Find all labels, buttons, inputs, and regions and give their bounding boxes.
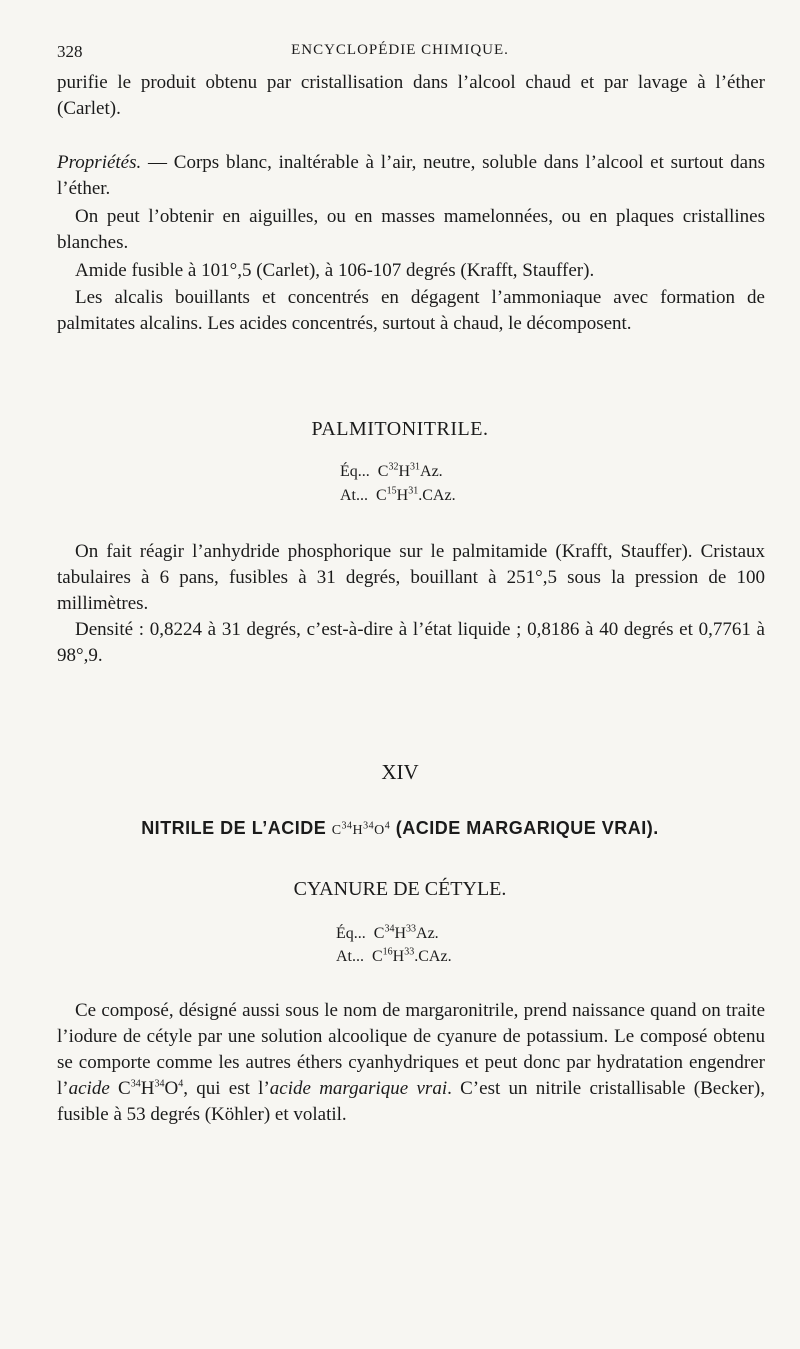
page-number: 328 xyxy=(57,42,83,61)
palmitonitrile-at-formula: At... $C^{15}H^{31}.CAz$. xyxy=(340,485,456,504)
palmitonitrile-eq-formula: Éq... $C^{32}H^{31}Az$. xyxy=(340,461,443,480)
intro-paragraph: purifie le produit obtenu par cristallisation dans l’alcool chaud et par lavage à l’éther (Carlet). xyxy=(57,72,765,119)
density-paragraph: Densité : 0,8224 à 31 degrés, c’est-à-dire à l’état liquide ; 0,8186 à 40 degrés et 0,7761 à 98°,9. xyxy=(57,619,765,666)
properties-paragraph xyxy=(57,150,765,202)
cyanure-acide: acide xyxy=(68,1078,110,1099)
needles-paragraph: On peut l’obtenir en aiguilles, ou en masses mamelonnées, ou en plaques cristallines blanches. xyxy=(57,206,765,253)
alkali-paragraph: Les alcalis bouillants et concentrés en dégagent l’ammoniaque avec formation de palmitates alcalins. Les acides concentrés, surtout à chaud, le décomposent. xyxy=(57,287,765,334)
cyanure-paragraph: Ce composé, désigné aussi sous le nom de margaronitrile, prend naissance quand on traite l’iodure de cétyle par une solution alcoolique de cyanure de potassium. Le composé obtenu se comporte comme les autres éthers cyanhydriques et peut donc par hydratation engendrer l’acide $C^{34}H^{34}O^4$, qui est l’acide margarique vrai. C’est un nitrile cristallisable (Becker), fusible à 53 degrés (Köhler) et volatil. xyxy=(57,1000,765,1125)
eq-label: Éq... xyxy=(336,925,366,942)
section-number: XIV xyxy=(381,760,419,784)
cyanure-at-formula: At... $C^{16}H^{33}.CAz$. xyxy=(336,946,452,965)
properties-label: Propriétés. xyxy=(57,152,142,173)
section-title xyxy=(0,818,800,839)
cyanure-eq-formula: Éq... $C^{34}H^{33}Az$. xyxy=(336,923,439,942)
at-label: At... xyxy=(340,487,368,504)
eq-label: Éq... xyxy=(340,463,370,480)
cyanure-text-a: Ce composé, désigné aussi sous le nom de margaronitrile, prend naissance quand on traite l’iodure de cétyle par une solution alcoolique de cyanure de potassium. Le composé obtenu se comporte comme les autres éthers cyanhydriques et peut donc par hydratation engendrer l’ xyxy=(57,1000,765,1099)
cyanure-margarique-vrai: acide margarique vrai xyxy=(269,1078,448,1099)
section-title-formula: $C^{34}H^{34}O^4$ xyxy=(331,820,391,838)
palmitonitrile-heading: PALMITONITRILE. xyxy=(311,418,489,440)
fusion-paragraph: Amide fusible à 101°,5 (Carlet), à 106-107 degrés (Krafft, Stauffer). xyxy=(75,260,595,281)
cyanure-text-c: . C’est un nitrile cristallisable (Becker), fusible à 53 degrés (Köhler) et volatil. xyxy=(57,1078,765,1125)
cyanure-text-b: , qui est l’ xyxy=(183,1078,270,1099)
palmitonitrile-prep-paragraph: On fait réagir l’anhydride phosphorique sur le palmitamide (Krafft, Stauffer). Cristaux tabulaires à 6 pans, fusibles à 31 degrés, bouillant à 251°,5 sous la pression de 100 millimètres. xyxy=(57,541,765,614)
properties-text: — Corps blanc, inaltérable à l’air, neutre, soluble dans l’alcool et surtout dans l’éther. xyxy=(57,152,765,199)
cyanure-heading: CYANURE DE CÉTYLE. xyxy=(293,878,507,900)
section-title-a: NITRILE DE L’ACIDE xyxy=(141,818,332,838)
at-label: At... xyxy=(336,948,364,965)
running-header: ENCYCLOPÉDIE CHIMIQUE. xyxy=(291,42,509,58)
section-title-b: (ACIDE MARGARIQUE VRAI). xyxy=(390,818,659,838)
